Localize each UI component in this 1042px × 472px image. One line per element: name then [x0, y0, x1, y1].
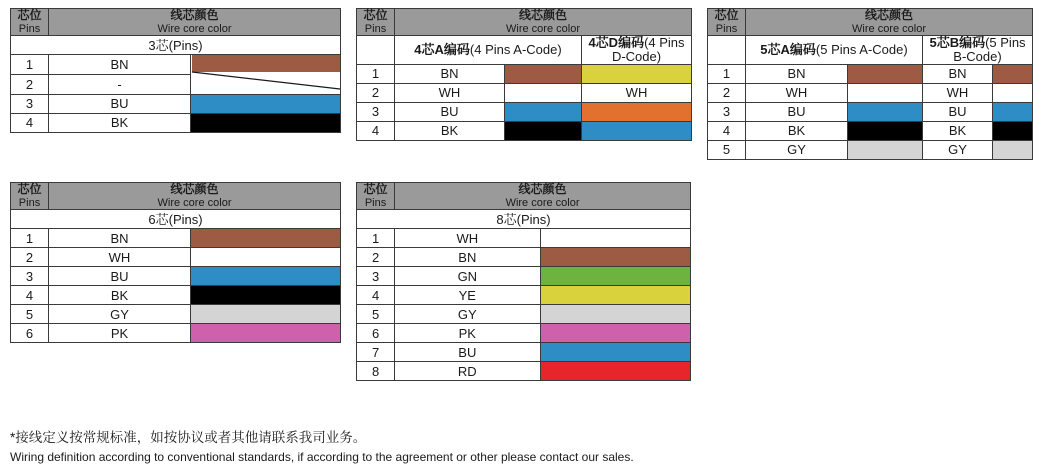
pin-number: 1	[357, 64, 395, 83]
pin-number: 1	[708, 64, 746, 83]
wire-code-a: BN	[746, 64, 848, 83]
pins-header: 芯位 Pins	[708, 9, 746, 36]
wire-code: BU	[395, 343, 540, 362]
pin-number: 3	[708, 102, 746, 121]
table-header-row	[357, 9, 692, 36]
pin-number: 4	[11, 114, 49, 133]
color-swatch	[540, 305, 690, 324]
table-row	[708, 102, 1033, 121]
color-swatch	[191, 248, 341, 267]
color-swatch-d	[582, 102, 692, 121]
wire-code: RD	[395, 362, 540, 381]
code-a-header: 5芯A编码(5 Pins A-Code)	[746, 36, 923, 64]
wire-color-header: 线芯颜色 Wire core color	[395, 9, 692, 36]
wire-code: WH	[395, 229, 540, 248]
split-swatch-icon	[192, 55, 340, 91]
pin-number: 4	[357, 286, 395, 305]
color-swatch	[540, 248, 690, 267]
pin-number: 4	[708, 121, 746, 140]
pin-number: 3	[357, 102, 395, 121]
table-row	[708, 64, 1033, 83]
table-subtitle: 3芯(Pins)	[11, 36, 341, 55]
table-subtitle: 8芯(Pins)	[357, 210, 691, 229]
color-swatch	[191, 324, 341, 343]
pin-number: 3	[357, 267, 395, 286]
pin-number: 4	[357, 121, 395, 140]
pin-number: 3	[11, 267, 49, 286]
pin-number: 6	[357, 324, 395, 343]
pins-header: 芯位 Pins	[11, 183, 49, 210]
pin-number: 6	[11, 324, 49, 343]
color-swatch-a	[848, 121, 923, 140]
pin-number: 1	[11, 229, 49, 248]
table-row	[11, 229, 341, 248]
table-row	[357, 305, 691, 324]
table-row	[357, 229, 691, 248]
color-swatch	[191, 267, 341, 286]
color-swatch-a	[505, 121, 582, 140]
wire-code-b: WH	[923, 83, 993, 102]
wire-code-b: BK	[923, 121, 993, 140]
color-swatch-a	[848, 140, 923, 159]
table-row	[11, 114, 341, 133]
code-header-row	[357, 36, 692, 64]
wire-color-header: 线芯颜色 Wire core color	[746, 9, 1033, 36]
color-swatch	[540, 286, 690, 305]
code-b-header: 5芯B编码(5 Pins B-Code)	[923, 36, 1033, 64]
table-subtitle: 6芯(Pins)	[11, 210, 341, 229]
footnote	[10, 428, 634, 466]
pins-header: 芯位 Pins	[11, 9, 49, 36]
wire-code: BU	[49, 267, 191, 286]
pins-header: 芯位 Pins	[357, 9, 395, 36]
table-6-pins	[10, 182, 341, 343]
table-row	[357, 248, 691, 267]
pin-number: 8	[357, 362, 395, 381]
subtitle-row	[11, 210, 341, 229]
color-swatch	[540, 229, 690, 248]
color-swatch-a	[505, 83, 582, 102]
table-row	[11, 305, 341, 324]
wire-code-a: BN	[395, 64, 505, 83]
color-swatch-a	[848, 83, 923, 102]
color-swatch	[540, 343, 690, 362]
color-swatch	[191, 305, 341, 324]
wire-code: BN	[49, 55, 191, 75]
table-header-row	[708, 9, 1033, 36]
wire-code: GY	[395, 305, 540, 324]
wire-code-a: WH	[746, 83, 848, 102]
color-swatch-b	[993, 83, 1033, 102]
table-row	[11, 324, 341, 343]
wire-color-header: 线芯颜色 Wire core color	[49, 183, 341, 210]
wire-color-header: 线芯颜色 Wire core color	[395, 183, 691, 210]
empty-cell	[357, 36, 395, 64]
subtitle-row	[357, 210, 691, 229]
color-swatch-a	[848, 102, 923, 121]
table-row	[708, 83, 1033, 102]
pin-number: 2	[11, 248, 49, 267]
pin-number: 3	[11, 95, 49, 114]
color-swatch	[191, 95, 341, 114]
wire-code-a: GY	[746, 140, 848, 159]
table-row	[357, 324, 691, 343]
color-swatch-d	[582, 121, 692, 140]
wire-code: BN	[395, 248, 540, 267]
wire-code: PK	[395, 324, 540, 343]
pin-number: 5	[357, 305, 395, 324]
wire-code: GY	[49, 305, 191, 324]
wire-code-a: BK	[395, 121, 505, 140]
pin-number: 5	[11, 305, 49, 324]
wire-code: BK	[49, 114, 191, 133]
pin-number: 1	[357, 229, 395, 248]
subtitle-row	[11, 36, 341, 55]
table-header-row	[11, 9, 341, 36]
wire-code-a: BK	[746, 121, 848, 140]
wire-color-header: 线芯颜色 Wire core color	[49, 9, 341, 36]
wire-code: YE	[395, 286, 540, 305]
table-row	[357, 83, 692, 102]
table-row	[11, 248, 341, 267]
table-row	[357, 64, 692, 83]
color-swatch-d	[582, 64, 692, 83]
pin-number: 4	[11, 286, 49, 305]
color-swatch-diagram	[191, 55, 341, 95]
table-row	[708, 140, 1033, 159]
pin-number: 2	[357, 248, 395, 267]
table-row	[11, 286, 341, 305]
table-row	[357, 267, 691, 286]
color-swatch-b	[993, 64, 1033, 83]
wire-code: PK	[49, 324, 191, 343]
wire-code-a: BU	[395, 102, 505, 121]
wire-code: BK	[49, 286, 191, 305]
table-3-pins	[10, 8, 341, 133]
table-row	[357, 286, 691, 305]
code-header-row	[708, 36, 1033, 64]
wire-code: GN	[395, 267, 540, 286]
pin-number: 1	[11, 55, 49, 75]
color-swatch	[540, 324, 690, 343]
empty-cell	[708, 36, 746, 64]
color-swatch-b	[993, 140, 1033, 159]
color-swatch-b	[993, 102, 1033, 121]
pin-number: 7	[357, 343, 395, 362]
wire-code-b: GY	[923, 140, 993, 159]
table-row	[11, 267, 341, 286]
color-swatch	[540, 362, 690, 381]
footnote-cn: *接线定义按常规标准，如按协议或者其他请联系我司业务。	[10, 430, 367, 445]
color-swatch-a	[505, 64, 582, 83]
pin-number: 2	[11, 75, 49, 95]
code-a-header: 4芯A编码(4 Pins A-Code)	[395, 36, 582, 64]
color-swatch-a	[848, 64, 923, 83]
wire-code-b: BN	[923, 64, 993, 83]
pin-number: 2	[357, 83, 395, 102]
color-swatch-a	[505, 102, 582, 121]
code-d-header: 4芯D编码(4 Pins D-Code)	[582, 36, 692, 64]
table-row	[11, 95, 341, 114]
wire-code: BU	[49, 95, 191, 114]
pin-number: 5	[708, 140, 746, 159]
wire-code: -	[49, 75, 191, 95]
table-row	[357, 102, 692, 121]
wire-code-a: WH	[395, 83, 505, 102]
wire-code: BN	[49, 229, 191, 248]
footnote-en: Wiring definition according to conventional standards, if according to the agreement or other please contact our sales.	[10, 450, 634, 465]
table-5-pins	[707, 8, 1033, 160]
table-row	[708, 121, 1033, 140]
table-4-pins	[356, 8, 692, 141]
table-row	[357, 121, 692, 140]
table-header-row	[11, 183, 341, 210]
table-row	[11, 55, 341, 75]
wire-code-a: BU	[746, 102, 848, 121]
table-row	[357, 343, 691, 362]
table-header-row	[357, 183, 691, 210]
color-swatch	[540, 267, 690, 286]
color-swatch	[191, 286, 341, 305]
wire-code-b: BU	[923, 102, 993, 121]
color-swatch	[191, 229, 341, 248]
table-row	[357, 362, 691, 381]
table-8-pins	[356, 182, 691, 381]
color-swatch-b	[993, 121, 1033, 140]
pins-header: 芯位 Pins	[357, 183, 395, 210]
pin-number: 2	[708, 83, 746, 102]
color-swatch	[191, 114, 341, 133]
wire-code: WH	[49, 248, 191, 267]
wire-code-d: WH	[582, 83, 692, 102]
